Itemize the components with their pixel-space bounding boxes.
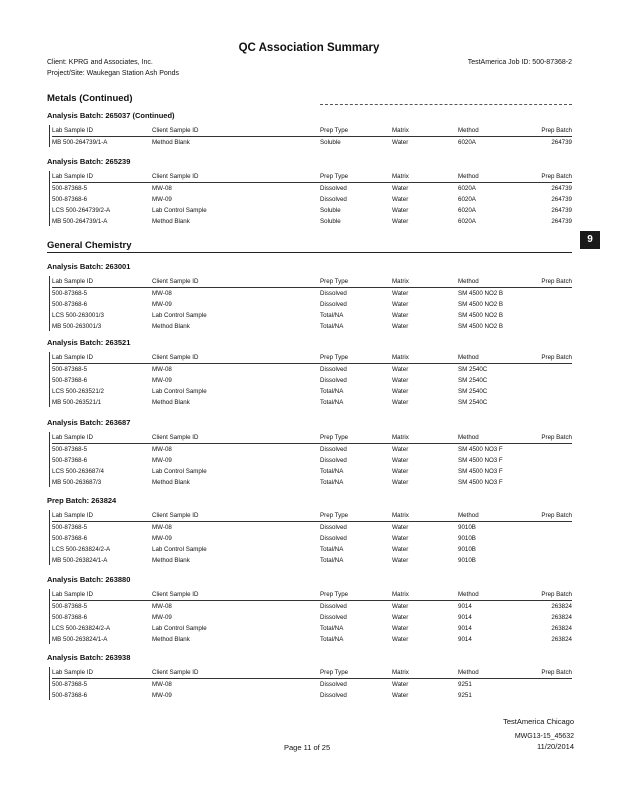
cell-prep-type: Dissolved: [320, 681, 347, 688]
column-header-prep-type: Prep Type: [320, 432, 392, 444]
table-row: [52, 690, 572, 701]
column-header-method: Method: [458, 667, 522, 679]
table-row: [52, 455, 572, 466]
cell-prep-batch: [522, 522, 572, 534]
cell-prep-batch: [522, 455, 572, 466]
column-header-lab-sample-id: Lab Sample ID: [52, 432, 152, 444]
cell-prep-type: Dissolved: [320, 692, 347, 699]
cell-lab-sample-id: 500-87368-5: [52, 446, 88, 453]
cell-lab-sample-id: MB 500-263521/1: [52, 399, 102, 406]
cell-client-sample-id: Method Blank: [152, 399, 190, 406]
column-header-prep-type: Prep Type: [320, 667, 392, 679]
batch-table: [52, 589, 572, 645]
cell-client-sample-id: MW-08: [152, 290, 172, 297]
column-header-lab-sample-id: Lab Sample ID: [52, 510, 152, 522]
cell-method: 9014: [458, 614, 472, 621]
cell-lab-sample-id: 500-87368-5: [52, 290, 88, 297]
cell-method: SM 2540C: [458, 388, 488, 395]
column-header-matrix: Matrix: [392, 171, 458, 183]
footer-lab-name: TestAmerica Chicago: [503, 717, 574, 726]
cell-method: 9014: [458, 625, 472, 632]
cell-prep-batch: [522, 679, 572, 691]
cell-prep-type: Total/NA: [320, 636, 344, 643]
cell-prep-type: Dissolved: [320, 377, 347, 384]
cell-client-sample-id: Method Blank: [152, 218, 190, 225]
cell-client-sample-id: MW-08: [152, 446, 172, 453]
cell-prep-batch: [522, 544, 572, 555]
column-header-lab-sample-id: Lab Sample ID: [52, 276, 152, 288]
cell-method: 6020A: [458, 196, 476, 203]
cell-matrix: Water: [392, 377, 409, 384]
cell-lab-sample-id: LCS 500-263824/2-A: [52, 625, 111, 632]
cell-method: 9010B: [458, 524, 476, 531]
cell-prep-type: Soluble: [320, 207, 341, 214]
table-row: [52, 194, 572, 205]
cell-lab-sample-id: LCS 500-264739/2-A: [52, 207, 111, 214]
project-site: Project/Site: Waukegan Station Ash Ponds: [47, 70, 180, 77]
cell-lab-sample-id: 500-87368-5: [52, 603, 88, 610]
cell-method: 6020A: [458, 139, 476, 146]
cell-client-sample-id: Lab Control Sample: [152, 546, 207, 553]
cell-prep-type: Dissolved: [320, 301, 347, 308]
cell-prep-type: Soluble: [320, 139, 341, 146]
row-bracket: [49, 352, 52, 407]
cell-matrix: Water: [392, 290, 409, 297]
cell-prep-batch: [522, 533, 572, 544]
batch-table: [52, 510, 572, 566]
column-header-method: Method: [458, 510, 522, 522]
cell-prep-type: Total/NA: [320, 557, 344, 564]
cell-matrix: Water: [392, 603, 409, 610]
row-bracket: [49, 510, 52, 565]
table-row: [52, 205, 572, 216]
cell-method: 9010B: [458, 535, 476, 542]
cell-matrix: Water: [392, 479, 409, 486]
cell-matrix: Water: [392, 535, 409, 542]
column-header-lab-sample-id: Lab Sample ID: [52, 589, 152, 601]
column-header-prep-type: Prep Type: [320, 171, 392, 183]
cell-prep-batch: [522, 375, 572, 386]
column-header-prep-batch: Prep Batch: [522, 432, 572, 444]
table-header-row: [52, 510, 572, 522]
section-tab-9: 9: [580, 231, 600, 249]
cell-lab-sample-id: 500-87368-6: [52, 377, 88, 384]
table-row: [52, 375, 572, 386]
cell-lab-sample-id: MB 500-263001/3: [52, 323, 102, 330]
table-row: [52, 522, 572, 534]
column-header-client-sample-id: Client Sample ID: [152, 276, 320, 288]
cell-prep-type: Dissolved: [320, 196, 347, 203]
job-id: TestAmerica Job ID: 500-87368-2: [467, 59, 572, 66]
cell-prep-batch: 264739: [551, 218, 572, 225]
cell-client-sample-id: Method Blank: [152, 323, 190, 330]
footer-doc-id: MWG13-15_45632: [514, 733, 574, 740]
batch-table: [52, 432, 572, 488]
cell-lab-sample-id: MB 500-264739/1-A: [52, 218, 108, 225]
column-header-method: Method: [458, 432, 522, 444]
cell-prep-batch: [522, 310, 572, 321]
cell-matrix: Water: [392, 614, 409, 621]
column-header-method: Method: [458, 589, 522, 601]
cell-prep-type: Total/NA: [320, 625, 344, 632]
column-header-prep-batch: Prep Batch: [522, 171, 572, 183]
cell-method: 9010B: [458, 557, 476, 564]
row-bracket: [49, 125, 52, 147]
cell-method: SM 4500 NO3 F: [458, 479, 503, 486]
cell-prep-batch: [522, 288, 572, 300]
batch-table: [52, 171, 572, 227]
column-header-matrix: Matrix: [392, 667, 458, 679]
cell-prep-type: Dissolved: [320, 457, 347, 464]
cell-matrix: Water: [392, 366, 409, 373]
column-header-client-sample-id: Client Sample ID: [152, 352, 320, 364]
cell-client-sample-id: MW-09: [152, 692, 172, 699]
cell-lab-sample-id: LCS 500-263001/3: [52, 312, 104, 319]
cell-lab-sample-id: LCS 500-263687/4: [52, 468, 104, 475]
row-bracket: [49, 432, 52, 487]
table-header-row: [52, 589, 572, 601]
cell-method: SM 4500 NO3 F: [458, 468, 503, 475]
cell-prep-type: Dissolved: [320, 614, 347, 621]
cell-prep-type: Dissolved: [320, 290, 347, 297]
cell-client-sample-id: Method Blank: [152, 636, 190, 643]
cell-matrix: Water: [392, 139, 409, 146]
cell-method: 9251: [458, 692, 472, 699]
cell-method: 6020A: [458, 218, 476, 225]
cell-lab-sample-id: 500-87368-5: [52, 185, 88, 192]
column-header-matrix: Matrix: [392, 125, 458, 137]
cell-matrix: Water: [392, 323, 409, 330]
column-header-prep-batch: Prep Batch: [522, 667, 572, 679]
cell-client-sample-id: MW-09: [152, 457, 172, 464]
batch-table: [52, 125, 572, 148]
column-header-matrix: Matrix: [392, 589, 458, 601]
cell-lab-sample-id: MB 500-263687/3: [52, 479, 102, 486]
cell-lab-sample-id: 500-87368-6: [52, 535, 88, 542]
cell-client-sample-id: Lab Control Sample: [152, 312, 207, 319]
batch-label: Analysis Batch: 265037 (Continued): [47, 111, 175, 120]
table-header-row: [52, 276, 572, 288]
cell-client-sample-id: Method Blank: [152, 557, 190, 564]
table-header-row: [52, 352, 572, 364]
general-chemistry-section-title: General Chemistry: [47, 240, 132, 251]
batch-label: Analysis Batch: 263001: [47, 262, 131, 271]
cell-method: 6020A: [458, 207, 476, 214]
cell-matrix: Water: [392, 301, 409, 308]
cell-lab-sample-id: 500-87368-5: [52, 681, 88, 688]
column-header-client-sample-id: Client Sample ID: [152, 432, 320, 444]
column-header-prep-type: Prep Type: [320, 125, 392, 137]
table-row: [52, 555, 572, 566]
cell-client-sample-id: MW-09: [152, 614, 172, 621]
column-header-client-sample-id: Client Sample ID: [152, 667, 320, 679]
column-header-lab-sample-id: Lab Sample ID: [52, 667, 152, 679]
cell-matrix: Water: [392, 636, 409, 643]
column-header-method: Method: [458, 125, 522, 137]
cell-method: SM 4500 NO2 B: [458, 312, 504, 319]
batch-table: [52, 276, 572, 332]
cell-method: 6020A: [458, 185, 476, 192]
cell-prep-batch: [522, 397, 572, 408]
cell-method: SM 4500 NO3 F: [458, 457, 503, 464]
batch-label: Analysis Batch: 263880: [47, 575, 131, 584]
table-row: [52, 466, 572, 477]
cell-method: 9014: [458, 603, 472, 610]
page-title: QC Association Summary: [238, 42, 380, 54]
cell-prep-type: Dissolved: [320, 603, 347, 610]
cell-client-sample-id: MW-08: [152, 524, 172, 531]
cell-client-sample-id: Lab Control Sample: [152, 625, 207, 632]
cell-client-sample-id: MW-09: [152, 535, 172, 542]
cell-lab-sample-id: 500-87368-6: [52, 614, 88, 621]
footer-page-number: Page 11 of 25: [284, 743, 331, 752]
table-row: [52, 288, 572, 300]
cell-matrix: Water: [392, 557, 409, 564]
column-header-method: Method: [458, 352, 522, 364]
table-row: [52, 601, 572, 613]
cell-matrix: Water: [392, 185, 409, 192]
cell-method: SM 4500 NO2 B: [458, 301, 504, 308]
batch-label: Analysis Batch: 263938: [47, 653, 131, 662]
table-header-row: [52, 667, 572, 679]
cell-matrix: Water: [392, 312, 409, 319]
row-bracket: [49, 171, 52, 226]
column-header-lab-sample-id: Lab Sample ID: [52, 171, 152, 183]
column-header-prep-type: Prep Type: [320, 276, 392, 288]
cell-matrix: Water: [392, 399, 409, 406]
table-row: [52, 321, 572, 332]
column-header-client-sample-id: Client Sample ID: [152, 589, 320, 601]
cell-matrix: Water: [392, 468, 409, 475]
cell-lab-sample-id: 500-87368-5: [52, 366, 88, 373]
table-row: [52, 623, 572, 634]
column-header-prep-type: Prep Type: [320, 510, 392, 522]
cell-prep-batch: [522, 364, 572, 376]
column-header-matrix: Matrix: [392, 510, 458, 522]
footer-date: 11/20/2014: [537, 742, 574, 751]
table-row: [52, 364, 572, 376]
cell-method: SM 4500 NO2 B: [458, 290, 504, 297]
cell-lab-sample-id: MB 500-264739/1-A: [52, 139, 108, 146]
cell-matrix: Water: [392, 524, 409, 531]
cell-lab-sample-id: 500-87368-6: [52, 692, 88, 699]
batch-table: [52, 667, 572, 701]
table-row: [52, 137, 572, 149]
cell-prep-batch: 263824: [551, 636, 572, 643]
cell-lab-sample-id: 500-87368-6: [52, 457, 88, 464]
batch-label: Analysis Batch: 263687: [47, 418, 131, 427]
cell-prep-batch: [522, 444, 572, 456]
table-row: [52, 612, 572, 623]
column-header-client-sample-id: Client Sample ID: [152, 171, 320, 183]
cell-method: SM 2540C: [458, 399, 488, 406]
cell-client-sample-id: MW-08: [152, 366, 172, 373]
cell-prep-batch: [522, 477, 572, 488]
table-row: [52, 634, 572, 645]
cell-prep-type: Total/NA: [320, 468, 344, 475]
cell-prep-type: Total/NA: [320, 399, 344, 406]
cell-prep-batch: 263824: [551, 603, 572, 610]
cell-client-sample-id: MW-09: [152, 196, 172, 203]
column-header-prep-batch: Prep Batch: [522, 352, 572, 364]
cell-lab-sample-id: 500-87368-5: [52, 524, 88, 531]
cell-prep-batch: [522, 555, 572, 566]
table-header-row: [52, 432, 572, 444]
table-row: [52, 679, 572, 691]
cell-client-sample-id: Method Blank: [152, 139, 190, 146]
cell-client-sample-id: MW-09: [152, 301, 172, 308]
column-header-client-sample-id: Client Sample ID: [152, 510, 320, 522]
section-divider: [320, 104, 572, 105]
cell-prep-batch: [522, 466, 572, 477]
table-header-row: [52, 125, 572, 137]
cell-matrix: Water: [392, 625, 409, 632]
cell-method: SM 4500 NO3 F: [458, 446, 503, 453]
batch-label: Analysis Batch: 263521: [47, 338, 131, 347]
table-row: [52, 444, 572, 456]
column-header-method: Method: [458, 276, 522, 288]
table-row: [52, 216, 572, 227]
column-header-lab-sample-id: Lab Sample ID: [52, 125, 152, 137]
cell-method: 9251: [458, 681, 472, 688]
table-row: [52, 397, 572, 408]
cell-prep-batch: 263824: [551, 614, 572, 621]
cell-client-sample-id: MW-08: [152, 185, 172, 192]
cell-prep-type: Total/NA: [320, 546, 344, 553]
cell-lab-sample-id: LCS 500-263521/2: [52, 388, 104, 395]
cell-matrix: Water: [392, 546, 409, 553]
table-row: [52, 477, 572, 488]
column-header-prep-batch: Prep Batch: [522, 589, 572, 601]
cell-matrix: Water: [392, 681, 409, 688]
batch-label: Prep Batch: 263824: [47, 496, 117, 505]
table-row: [52, 310, 572, 321]
column-header-client-sample-id: Client Sample ID: [152, 125, 320, 137]
row-bracket: [49, 276, 52, 331]
cell-prep-batch: 264739: [551, 207, 572, 214]
cell-method: 9014: [458, 636, 472, 643]
table-row: [52, 544, 572, 555]
cell-client-sample-id: Method Blank: [152, 479, 190, 486]
cell-client-sample-id: MW-08: [152, 681, 172, 688]
cell-prep-type: Total/NA: [320, 479, 344, 486]
cell-client-sample-id: MW-08: [152, 603, 172, 610]
metals-section-title: Metals (Continued): [47, 93, 133, 104]
column-header-matrix: Matrix: [392, 352, 458, 364]
cell-client-sample-id: Lab Control Sample: [152, 468, 207, 475]
column-header-prep-type: Prep Type: [320, 352, 392, 364]
cell-prep-batch: 263824: [551, 625, 572, 632]
table-row: [52, 386, 572, 397]
cell-method: SM 4500 NO2 B: [458, 323, 504, 330]
cell-prep-type: Dissolved: [320, 366, 347, 373]
batch-label: Analysis Batch: 265239: [47, 157, 131, 166]
cell-prep-type: Soluble: [320, 218, 341, 225]
cell-prep-type: Dissolved: [320, 535, 347, 542]
cell-lab-sample-id: 500-87368-6: [52, 301, 88, 308]
cell-lab-sample-id: MB 500-263824/1-A: [52, 557, 108, 564]
cell-prep-type: Dissolved: [320, 446, 347, 453]
cell-matrix: Water: [392, 457, 409, 464]
cell-prep-batch: 264739: [551, 139, 572, 146]
cell-prep-type: Dissolved: [320, 524, 347, 531]
cell-prep-batch: [522, 321, 572, 332]
cell-matrix: Water: [392, 207, 409, 214]
cell-client-sample-id: Lab Control Sample: [152, 388, 207, 395]
column-header-prep-batch: Prep Batch: [522, 276, 572, 288]
cell-lab-sample-id: MB 500-263824/1-A: [52, 636, 108, 643]
cell-method: 9010B: [458, 546, 476, 553]
cell-matrix: Water: [392, 692, 409, 699]
cell-prep-type: Total/NA: [320, 312, 344, 319]
cell-prep-batch: [522, 386, 572, 397]
cell-client-sample-id: MW-09: [152, 377, 172, 384]
column-header-method: Method: [458, 171, 522, 183]
cell-lab-sample-id: LCS 500-263824/2-A: [52, 546, 111, 553]
column-header-prep-type: Prep Type: [320, 589, 392, 601]
row-bracket: [49, 667, 52, 700]
cell-method: SM 2540C: [458, 366, 488, 373]
cell-prep-type: Total/NA: [320, 323, 344, 330]
table-row: [52, 183, 572, 195]
client-name: Client: KPRG and Associates, Inc.: [47, 59, 153, 66]
table-header-row: [52, 171, 572, 183]
cell-client-sample-id: Lab Control Sample: [152, 207, 207, 214]
column-header-matrix: Matrix: [392, 276, 458, 288]
cell-lab-sample-id: 500-87368-6: [52, 196, 88, 203]
cell-matrix: Water: [392, 218, 409, 225]
table-row: [52, 299, 572, 310]
table-row: [52, 533, 572, 544]
cell-prep-batch: 264739: [551, 185, 572, 192]
column-header-prep-batch: Prep Batch: [522, 510, 572, 522]
cell-prep-type: Dissolved: [320, 185, 347, 192]
batch-table: [52, 352, 572, 408]
cell-matrix: Water: [392, 196, 409, 203]
section-rule: [47, 252, 572, 253]
cell-prep-type: Total/NA: [320, 388, 344, 395]
cell-matrix: Water: [392, 388, 409, 395]
column-header-matrix: Matrix: [392, 432, 458, 444]
column-header-prep-batch: Prep Batch: [522, 125, 572, 137]
cell-method: SM 2540C: [458, 377, 488, 384]
cell-matrix: Water: [392, 446, 409, 453]
cell-prep-batch: 264739: [551, 196, 572, 203]
cell-prep-batch: [522, 690, 572, 701]
column-header-lab-sample-id: Lab Sample ID: [52, 352, 152, 364]
row-bracket: [49, 589, 52, 644]
cell-prep-batch: [522, 299, 572, 310]
